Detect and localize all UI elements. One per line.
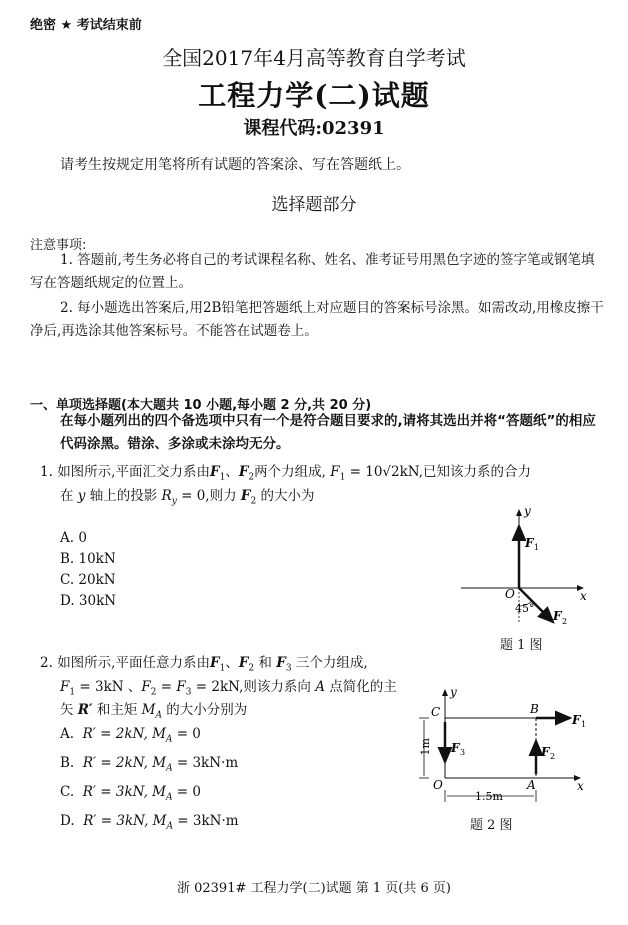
f2-subscript: 2 (550, 752, 556, 761)
q2-option-b: B. R′ = 2kN, $M_A = 3kN\cdot m$ (60, 755, 239, 774)
question-2-line-3: 矢 R′ 和主矩 $M_A$ 的大小分别为 (60, 702, 248, 721)
part-heading: 一、单项选择题(本大题共 10 小题,每小题 2 分,共 20 分) (30, 398, 372, 413)
note-item: 2. 每小题选出答案后,用2B铅笔把答题纸上对应题目的答案标号涂黑。如需改动,用橡皮擦干净后,再选涂其他答案标号。不能答在试题卷上。 (30, 300, 604, 339)
point-c-label: C (431, 705, 441, 719)
course-code: 课程代码:02391 (243, 118, 385, 139)
figure-1-caption: 题 1 图 (500, 638, 543, 653)
f2-subscript: 2 (562, 617, 568, 626)
origin-label: O (433, 778, 443, 792)
note-item: 1. 答题前,考生务必将自己的考试课程名称、姓名、准考证号用黑色字迹的签字笔或钢笔填写在答题纸规定的位置上。 (30, 252, 595, 291)
q2-option-d: D. R′ = 3kN, $M_A = 3kN\cdot m$ (60, 813, 239, 832)
x-label: x (577, 779, 584, 793)
figure-2-caption: 题 2 图 (470, 818, 513, 833)
f2-label: F (553, 609, 562, 623)
f1-label: F (572, 713, 581, 727)
notes-heading: 注意事项: (30, 238, 87, 253)
y-label: y (450, 686, 457, 699)
q1-option-c: C. 20kN (60, 572, 116, 588)
f1-label: F (525, 536, 534, 550)
question-2-line-1: 2. 如图所示,平面任意力系由$F_1$、$F_2$ 和 $F_3$ 三个力组成, (40, 655, 368, 674)
figure-2 (405, 686, 600, 814)
exam-name: 全国2017年4月高等教育自学考试 (162, 46, 466, 70)
point-a-label: A (527, 778, 536, 792)
page-footer: 浙 02391# 工程力学(二)试题 第 1 页(共 6 页) (176, 881, 451, 896)
angle-label: 45° (515, 602, 535, 615)
f3-label: F (451, 741, 460, 755)
question-1-line-2: 在 y 轴上的投影 $R_y = 0$,则力 $F_2$ 的大小为 (60, 488, 315, 507)
section-title: 选择题部分 (271, 195, 357, 215)
question-number: 1. (40, 464, 53, 480)
page-title: 工程力学(二)试题 (198, 79, 430, 112)
q1-option-b: B. 10kN (60, 551, 116, 567)
secret-label: 绝密 ★ 考试结束前 (30, 18, 142, 33)
width-label: 1.5m (475, 790, 503, 803)
question-number: 2. (40, 655, 53, 671)
question-2-line-2: $F_1 = 3kN$ 、$F_2 = F_3 = 2kN$,则该力系向 A 点简化的主 (60, 679, 397, 698)
x-label: x (580, 589, 587, 603)
f3-subscript: 3 (460, 748, 466, 757)
f1-subscript: 1 (581, 720, 587, 729)
q1-option-d: D. 30kN (60, 593, 117, 609)
y-label: y (524, 504, 531, 518)
q2-option-a: A. R′ = 2kN, $M_A = 0$ (60, 726, 201, 745)
height-label: 1m (419, 738, 432, 756)
figure-1 (455, 500, 595, 635)
f2-label: F (541, 745, 550, 759)
f1-subscript: 1 (534, 543, 540, 552)
q2-option-c: C. R′ = 3kN, $M_A = 0$ (60, 784, 201, 803)
q1-option-a: A. 0 (60, 530, 87, 546)
part-description: 在每小题列出的四个备选项中只有一个是符合题目要求的,请将其选出并将“答题纸”的相应代码涂黑。错涂、多涂或未涂均无分。 (60, 413, 596, 452)
point-b-label: B (530, 702, 539, 716)
question-1-line-1: 1. 如图所示,平面汇交力系由$F_1$、$F_2$两个力组成, $F_1 = 10√2kN$,已知该力系的合力 (40, 464, 532, 483)
origin-label: O (505, 587, 515, 601)
answer-instruction: 请考生按规定用笔将所有试题的答案涂、写在答题纸上。 (60, 157, 410, 173)
